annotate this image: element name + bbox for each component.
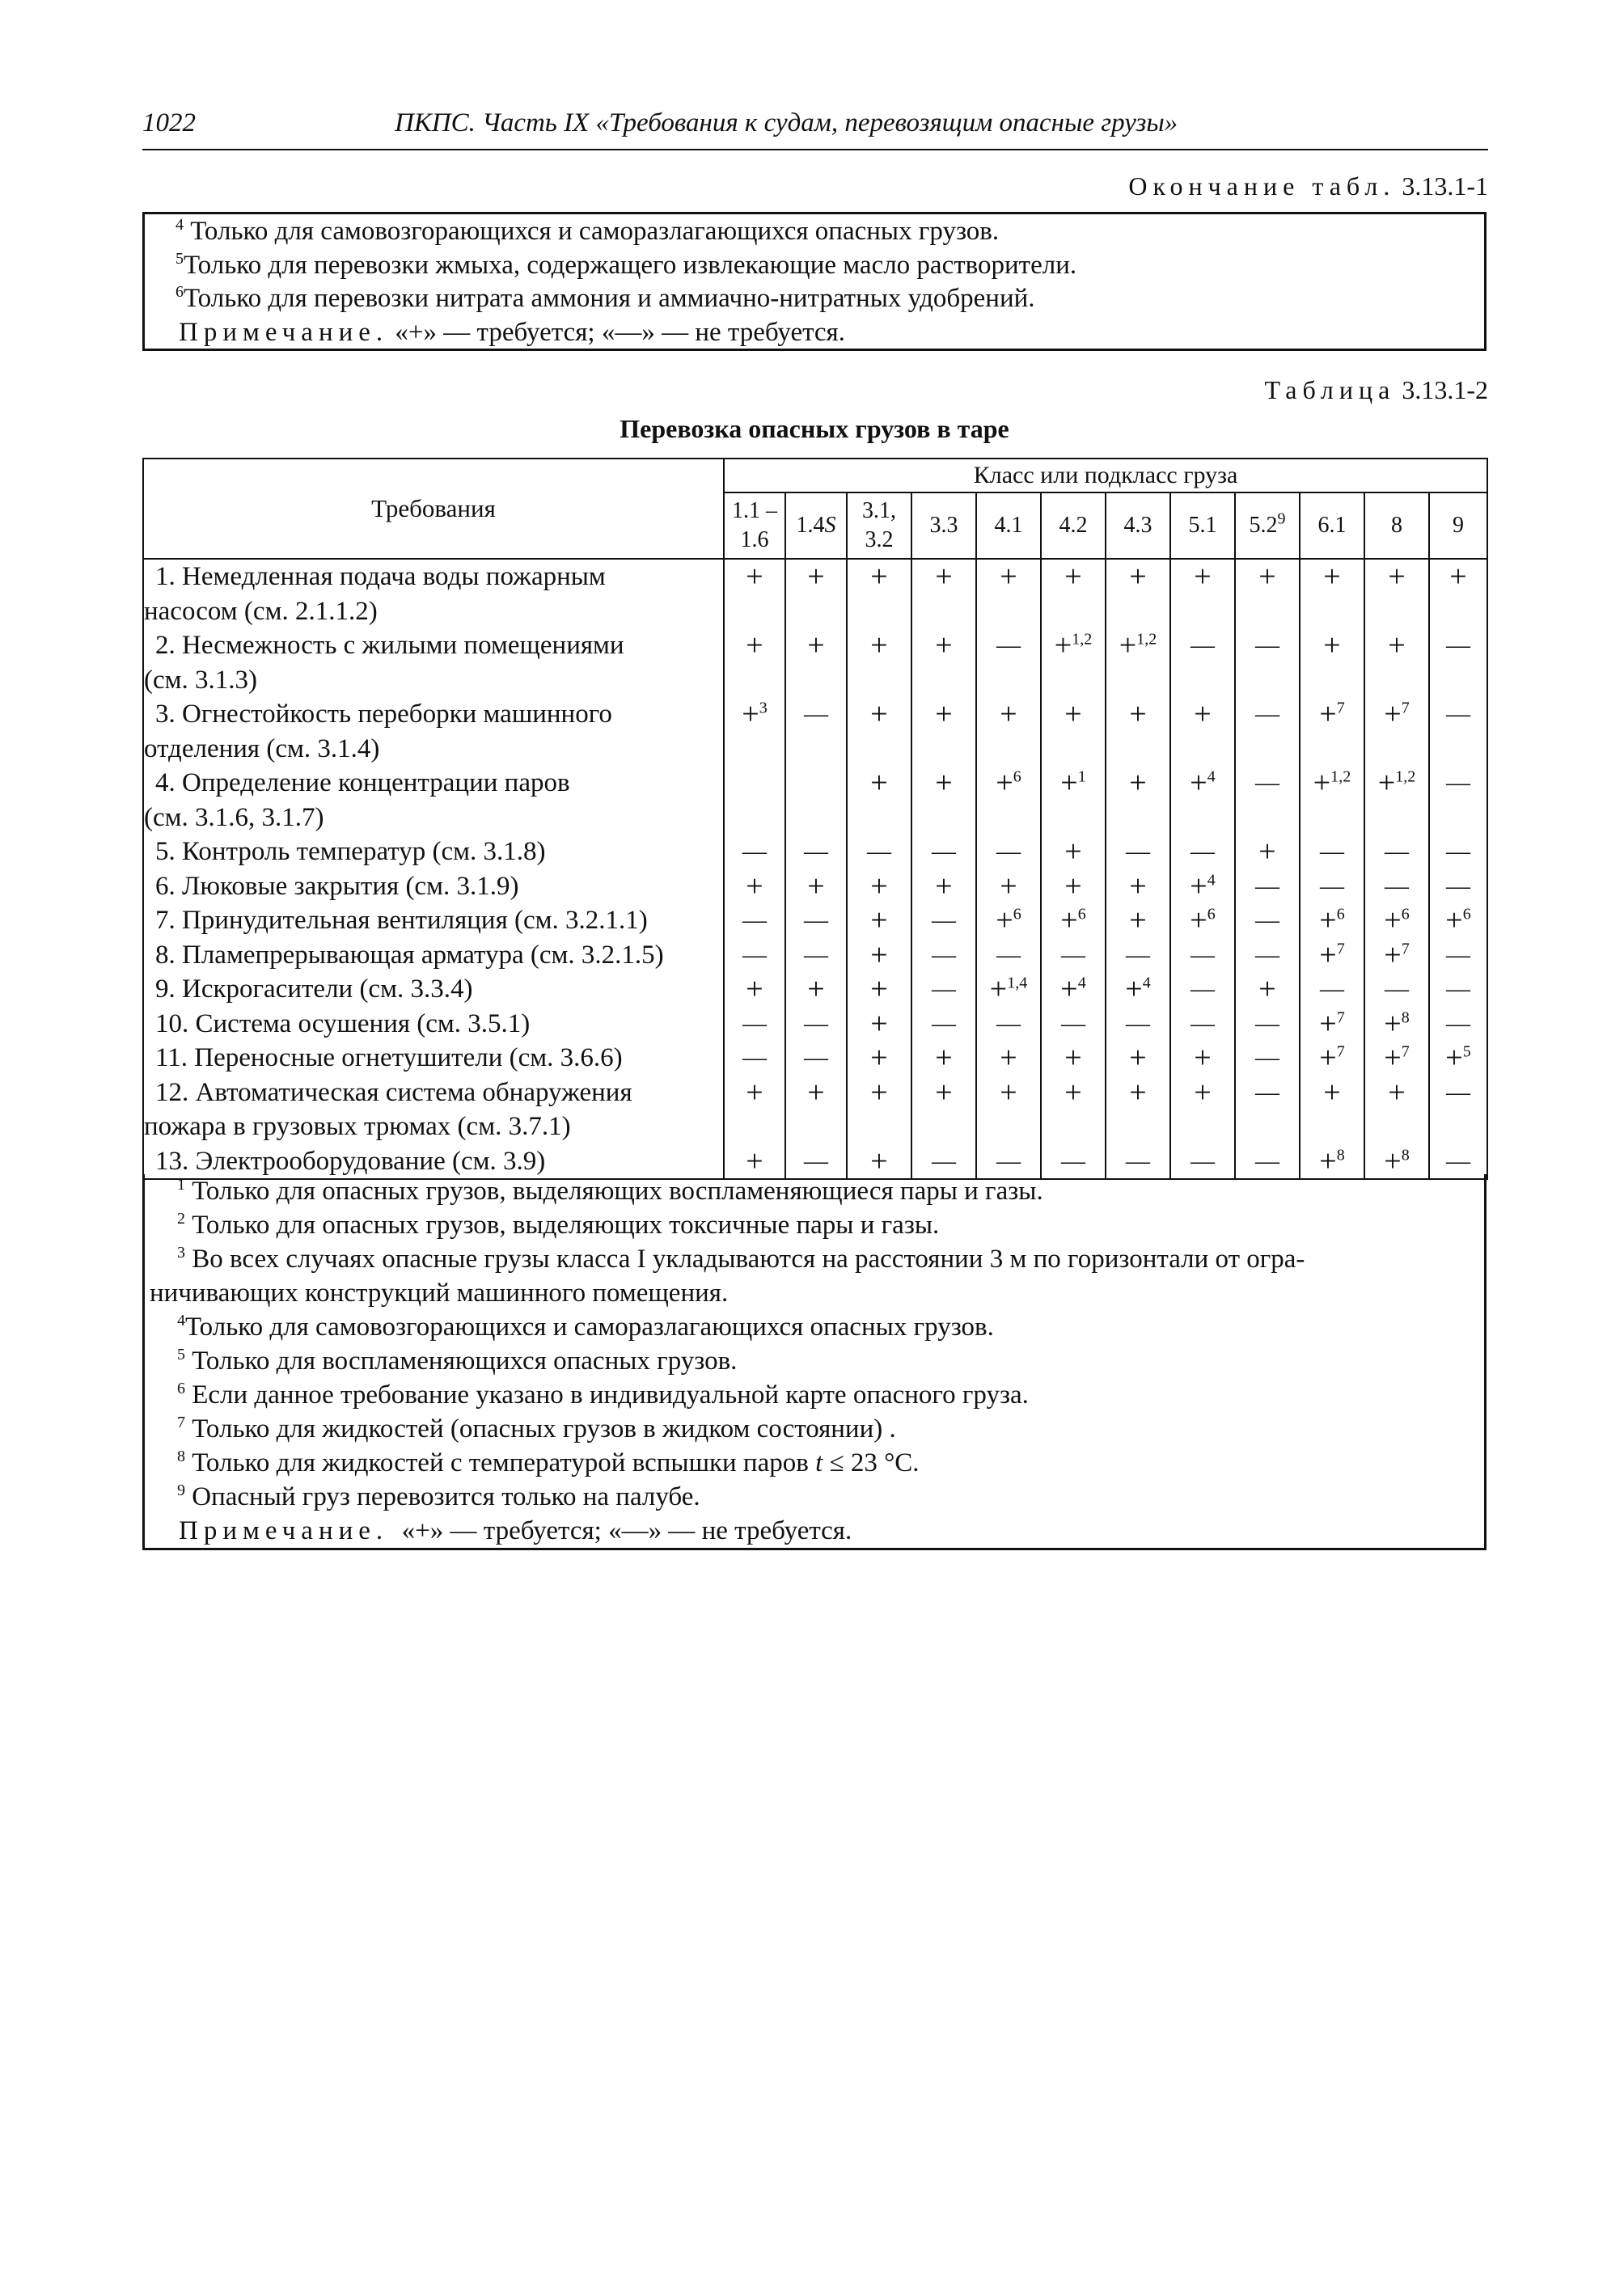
mark-cell: — <box>1429 1076 1487 1144</box>
mark-cell: + <box>1170 697 1235 766</box>
mark-cell: +$^8$ <box>1300 1144 1364 1180</box>
mark-cell: — <box>785 697 847 766</box>
mark-cell: + <box>1235 835 1300 869</box>
mark-cell: + <box>1106 697 1170 766</box>
mark-cell: + <box>911 1041 976 1076</box>
mark-cell: + <box>911 628 976 697</box>
table-row <box>143 938 1487 973</box>
table-remark: Примечание. «+» — требуется; «—» — не требуется. <box>179 1516 852 1545</box>
mark-cell: + <box>1300 559 1364 628</box>
mark-cell: — <box>1041 1007 1106 1042</box>
mark-cell: — <box>1235 1007 1300 1042</box>
mark-cell: — <box>976 835 1041 869</box>
mark-cell: — <box>1235 1041 1300 1076</box>
mark-cell: — <box>1429 869 1487 904</box>
mark-cell: +$^6$ <box>976 903 1041 938</box>
table-row <box>143 903 1487 938</box>
requirement-cell: 3. Огнестойкость переборки машинного отделения (см. 3.1.4) <box>143 697 724 766</box>
table-row <box>143 697 1487 766</box>
mark-cell: + <box>1300 1076 1364 1144</box>
requirement-cell: 5. Контроль температур (см. 3.1.8) <box>143 835 724 869</box>
requirement-cell: 9. Искрогасители (см. 3.3.4) <box>143 972 724 1007</box>
mark-cell: + <box>785 1076 847 1144</box>
mark-cell: — <box>847 835 911 869</box>
mark-cell: + <box>785 628 847 697</box>
mark-cell: + <box>911 697 976 766</box>
column-header: 1.4S <box>785 492 847 559</box>
mark-cell: — <box>785 903 847 938</box>
column-header: $5.2^9$ <box>1235 492 1300 559</box>
mark-cell: +$^3$ <box>724 697 785 766</box>
running-title: ПКПС. Часть IX «Требования к судам, перевозящим опасные грузы» <box>395 108 1178 137</box>
mark-cell: +$^{1,4}$ <box>976 972 1041 1007</box>
mark-cell: + <box>1235 972 1300 1007</box>
mark-cell: — <box>785 1041 847 1076</box>
mark-cell: — <box>1106 1144 1170 1180</box>
mark-cell: +$^6$ <box>976 766 1041 835</box>
footnote: $^5$ Только для воспламеняющихся опасных грузов. <box>177 1346 738 1376</box>
table-row <box>143 972 1487 1007</box>
mark-cell: + <box>1364 1076 1429 1144</box>
mark-cell: — <box>1170 1007 1235 1042</box>
mark-cell: — <box>785 1007 847 1042</box>
mark-cell: + <box>724 1144 785 1180</box>
prev-note: $^5$Только для перевозки жмыха, содержащего извлекающие масло растворители. <box>176 249 1077 280</box>
mark-cell: — <box>1235 1076 1300 1144</box>
header-requirements: Требования <box>143 459 724 559</box>
mark-cell: + <box>976 1076 1041 1144</box>
mark-cell: — <box>1170 938 1235 973</box>
mark-cell: +$^4$ <box>1170 869 1235 904</box>
mark-cell: — <box>976 938 1041 973</box>
column-header: 4.1 <box>976 492 1041 559</box>
prev-note: $^4$ Только для самовозгорающихся и саморазлагающихся опасных грузов. <box>176 216 1000 246</box>
footnote: $^6$ Если данное требование указано в индивидуальной карте опасного груза. <box>177 1380 1029 1410</box>
mark-cell: + <box>724 559 785 628</box>
mark-cell: + <box>847 766 911 835</box>
prev-remark: Примечание. «+» — требуется; «—» — не требуется. <box>179 317 845 347</box>
mark-cell: + <box>847 972 911 1007</box>
mark-cell: + <box>1041 835 1106 869</box>
mark-cell: + <box>911 559 976 628</box>
column-header: 4.2 <box>1041 492 1106 559</box>
requirements-table <box>142 458 1488 1180</box>
mark-cell: +$^8$ <box>1364 1144 1429 1180</box>
mark-cell: + <box>911 869 976 904</box>
table-caption-number: 3.13.1-2 <box>1402 375 1488 404</box>
mark-cell: — <box>1041 1144 1106 1180</box>
table-title: Перевозка опасных грузов в таре <box>620 414 1009 443</box>
mark-cell: — <box>1041 938 1106 973</box>
mark-cell: — <box>1170 628 1235 697</box>
mark-cell: — <box>1235 903 1300 938</box>
mark-cell: + <box>724 869 785 904</box>
mark-cell: — <box>1235 938 1300 973</box>
mark-cell: +$^8$ <box>1364 1007 1429 1042</box>
mark-cell: — <box>1429 835 1487 869</box>
mark-cell: + <box>976 1041 1041 1076</box>
mark-cell: + <box>1170 1076 1235 1144</box>
mark-cell: +$^7$ <box>1300 1041 1364 1076</box>
requirement-cell: 7. Принудительная вентиляция (см. 3.2.1.1) <box>143 903 724 938</box>
mark-cell: +$^1$ <box>1041 766 1106 835</box>
table-row <box>143 1076 1487 1144</box>
mark-cell: — <box>1235 697 1300 766</box>
mark-cell: + <box>1106 766 1170 835</box>
mark-cell: — <box>1170 972 1235 1007</box>
mark-cell: + <box>1364 628 1429 697</box>
mark-cell: — <box>1364 869 1429 904</box>
mark-cell: — <box>1106 1007 1170 1042</box>
mark-cell: — <box>976 1144 1041 1180</box>
mark-cell: +$^4$ <box>1041 972 1106 1007</box>
requirement-cell: 12. Автоматическая система обнаружения пожара в грузовых трюмах (см. 3.7.1) <box>143 1076 724 1144</box>
prev-table-notes <box>142 212 1487 351</box>
mark-cell: + <box>847 1076 911 1144</box>
mark-cell: — <box>1170 1144 1235 1180</box>
mark-cell: — <box>1106 938 1170 973</box>
header-cargo-class: Класс или подкласс груза <box>724 459 1487 492</box>
mark-cell: — <box>911 938 976 973</box>
mark-cell: +$^6$ <box>1300 903 1364 938</box>
mark-cell: +$^6$ <box>1429 903 1487 938</box>
mark-cell: +$^4$ <box>1170 766 1235 835</box>
column-header: 1.1 – 1.6 <box>724 492 785 559</box>
requirement-cell: 1. Немедленная подача воды пожарным насосом (см. 2.1.1.2) <box>143 559 724 628</box>
mark-cell: + <box>847 903 911 938</box>
mark-cell: +$^{1,2}$ <box>1364 766 1429 835</box>
mark-cell: + <box>1429 559 1487 628</box>
mark-cell: + <box>1106 903 1170 938</box>
requirement-cell: 2. Несмежность с жилыми помещениями (см. 3.1.3) <box>143 628 724 697</box>
table-footnotes <box>142 1174 1487 1550</box>
footnote: $^3$ Во всех случаях опасные грузы класса I укладываются на расстоянии 3 м по горизонтали от огра- ничивающих конструкций машинного помещения. <box>150 1244 1305 1308</box>
mark-cell: + <box>1041 1041 1106 1076</box>
footnote: $^1$ Только для опасных грузов, выделяющих воспламеняющиеся пары и газы. <box>177 1176 1043 1206</box>
mark-cell: — <box>1429 1007 1487 1042</box>
mark-cell: + <box>1170 1041 1235 1076</box>
mark-cell: — <box>724 1041 785 1076</box>
mark-cell: — <box>911 835 976 869</box>
mark-cell: — <box>1429 697 1487 766</box>
mark-cell <box>724 766 785 835</box>
mark-cell: +$^7$ <box>1364 938 1429 973</box>
table-row <box>143 766 1487 835</box>
mark-cell: +$^7$ <box>1364 697 1429 766</box>
mark-cell: — <box>1300 972 1364 1007</box>
mark-cell: — <box>1300 869 1364 904</box>
prev-note: $^6$Только для перевозки нитрата аммония и аммиачно-нитратных удобрений. <box>176 283 1035 313</box>
mark-cell: + <box>847 1007 911 1042</box>
mark-cell: — <box>785 938 847 973</box>
mark-cell: — <box>1429 972 1487 1007</box>
table-row <box>143 835 1487 869</box>
requirement-cell: 11. Переносные огнетушители (см. 3.6.6) <box>143 1041 724 1076</box>
mark-cell: — <box>1364 835 1429 869</box>
mark-cell: + <box>1106 559 1170 628</box>
mark-cell: + <box>911 766 976 835</box>
mark-cell: + <box>1106 1041 1170 1076</box>
mark-cell: +$^7$ <box>1300 1007 1364 1042</box>
column-header: 3.1, 3.2 <box>847 492 911 559</box>
mark-cell: + <box>976 697 1041 766</box>
mark-cell: + <box>724 628 785 697</box>
mark-cell: — <box>1235 1144 1300 1180</box>
mark-cell: — <box>724 835 785 869</box>
footnote: $^9$ Опасный груз перевозится только на палубе. <box>177 1482 700 1511</box>
column-header: 6.1 <box>1300 492 1364 559</box>
mark-cell: + <box>1041 1076 1106 1144</box>
mark-cell: + <box>785 559 847 628</box>
mark-cell: — <box>1364 972 1429 1007</box>
column-header: 9 <box>1429 492 1487 559</box>
mark-cell: — <box>911 903 976 938</box>
prev-table-caption-word: Окончание табл. <box>1128 171 1396 201</box>
mark-cell: +$^6$ <box>1041 903 1106 938</box>
mark-cell: + <box>1106 1076 1170 1144</box>
table-row <box>143 628 1487 697</box>
mark-cell: +$^4$ <box>1106 972 1170 1007</box>
mark-cell: + <box>847 697 911 766</box>
mark-cell: +$^7$ <box>1300 697 1364 766</box>
mark-cell: + <box>1106 869 1170 904</box>
mark-cell: — <box>1429 938 1487 973</box>
footnote: $^4$Только для самовозгорающихся и саморазлагающихся опасных грузов. <box>177 1312 994 1342</box>
mark-cell: + <box>1041 697 1106 766</box>
mark-cell: — <box>911 972 976 1007</box>
mark-cell: — <box>785 835 847 869</box>
mark-cell: — <box>1429 628 1487 697</box>
table-caption <box>1264 375 1488 405</box>
mark-cell: +$^6$ <box>1364 903 1429 938</box>
mark-cell: — <box>1235 628 1300 697</box>
column-header: 5.1 <box>1170 492 1235 559</box>
prev-table-caption-number: 3.13.1-1 <box>1402 171 1488 201</box>
mark-cell: + <box>847 628 911 697</box>
mark-cell: — <box>1300 835 1364 869</box>
footnote: $^8$ Только для жидкостей с температурой вспышки паров t ≤ 23 °С. <box>177 1448 920 1477</box>
mark-cell: + <box>847 938 911 973</box>
mark-cell: + <box>724 1076 785 1144</box>
mark-cell <box>785 766 847 835</box>
mark-cell: +$^5$ <box>1429 1041 1487 1076</box>
table-caption-word: Таблица <box>1264 375 1396 404</box>
requirement-cell: 13. Электрооборудование (см. 3.9) <box>143 1144 724 1180</box>
mark-cell: + <box>724 972 785 1007</box>
table-row <box>143 559 1487 628</box>
footnote: $^7$ Только для жидкостей (опасных грузов в жидком состоянии) . <box>177 1414 896 1443</box>
mark-cell: — <box>911 1007 976 1042</box>
mark-cell: — <box>976 628 1041 697</box>
mark-cell: +$^6$ <box>1170 903 1235 938</box>
mark-cell: + <box>1041 869 1106 904</box>
mark-cell: + <box>1170 559 1235 628</box>
table-row <box>143 1007 1487 1042</box>
mark-cell: + <box>1364 559 1429 628</box>
mark-cell: + <box>785 972 847 1007</box>
mark-cell: + <box>847 559 911 628</box>
page-number: 1022 <box>142 108 196 137</box>
page-header <box>142 108 1488 150</box>
mark-cell: — <box>1429 766 1487 835</box>
mark-cell: — <box>976 1007 1041 1042</box>
requirement-cell: 4. Определение концентрации паров (см. 3.1.6, 3.1.7) <box>143 766 724 835</box>
mark-cell: +$^{1,2}$ <box>1106 628 1170 697</box>
mark-cell: — <box>1429 1144 1487 1180</box>
mark-cell: + <box>911 1076 976 1144</box>
column-header: 8 <box>1364 492 1429 559</box>
mark-cell: + <box>976 559 1041 628</box>
mark-cell: +$^{1,2}$ <box>1300 766 1364 835</box>
table-row <box>143 1041 1487 1076</box>
mark-cell: + <box>785 869 847 904</box>
mark-cell: + <box>847 869 911 904</box>
prev-table-caption <box>1128 171 1488 201</box>
mark-cell: — <box>911 1144 976 1180</box>
mark-cell: — <box>724 903 785 938</box>
footnote: $^2$ Только для опасных грузов, выделяющих токсичные пары и газы. <box>177 1210 940 1240</box>
mark-cell: + <box>976 869 1041 904</box>
mark-cell: — <box>724 1007 785 1042</box>
mark-cell: — <box>1235 869 1300 904</box>
mark-cell: + <box>847 1144 911 1180</box>
mark-cell: + <box>1235 559 1300 628</box>
column-header: 3.3 <box>911 492 976 559</box>
mark-cell: — <box>724 938 785 973</box>
mark-cell: + <box>1300 628 1364 697</box>
requirement-cell: 10. Система осушения (см. 3.5.1) <box>143 1007 724 1042</box>
mark-cell: — <box>785 1144 847 1180</box>
mark-cell: + <box>847 1041 911 1076</box>
requirement-cell: 8. Пламепрерывающая арматура (см. 3.2.1.5) <box>143 938 724 973</box>
table-row <box>143 869 1487 904</box>
column-header: 4.3 <box>1106 492 1170 559</box>
mark-cell: — <box>1106 835 1170 869</box>
mark-cell: + <box>1041 559 1106 628</box>
mark-cell: +$^7$ <box>1300 938 1364 973</box>
mark-cell: — <box>1170 835 1235 869</box>
mark-cell: +$^{1,2}$ <box>1041 628 1106 697</box>
mark-cell: — <box>1235 766 1300 835</box>
requirement-cell: 6. Люковые закрытия (см. 3.1.9) <box>143 869 724 904</box>
mark-cell: +$^7$ <box>1364 1041 1429 1076</box>
